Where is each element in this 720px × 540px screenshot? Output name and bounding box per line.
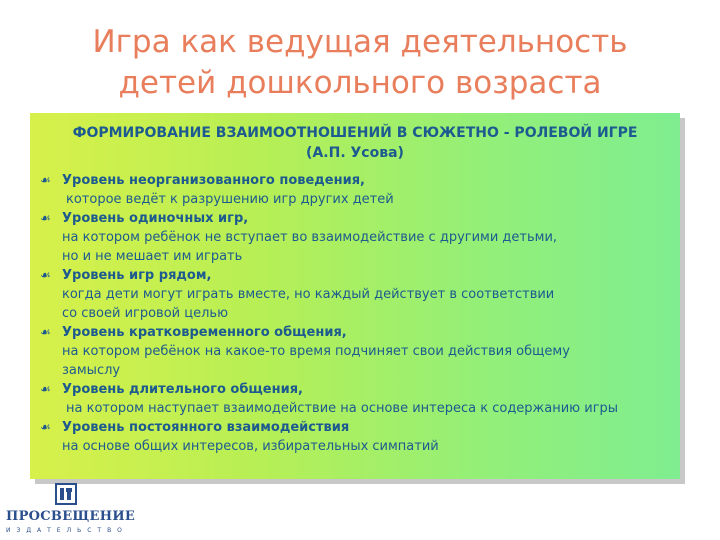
slide-title xyxy=(0,22,720,104)
bullet-icon: ☙ xyxy=(40,325,51,339)
panel-heading xyxy=(40,123,670,163)
level-title: Уровень постоянного взаимодействия xyxy=(62,420,350,435)
level-title: Уровень длительного общения, xyxy=(62,382,303,397)
level-title: Уровень кратковременного общения, xyxy=(62,325,347,340)
slide-title-line-2: детей дошкольного возраста xyxy=(118,65,602,101)
bullet-icon: ☙ xyxy=(40,173,51,187)
list-item xyxy=(40,266,670,323)
panel-heading-line-1: ФОРМИРОВАНИЕ ВЗАИМООТНОШЕНИЙ В СЮЖЕТНО - РОЛЕВОЙ ИГРЕ xyxy=(72,125,638,141)
bullet-icon: ☙ xyxy=(40,382,51,396)
level-title: Уровень одиночных игр, xyxy=(62,211,249,226)
level-description: на основе общих интересов, избирательных симпатий xyxy=(62,439,439,454)
level-title: Уровень игр рядом, xyxy=(62,268,212,283)
publisher-logo-mark-icon xyxy=(54,482,78,506)
publisher-subtitle: ИЗДАТЕЛЬСТВО xyxy=(6,527,128,534)
level-description: на котором наступает взаимодействие на основе интереса к содержанию игры xyxy=(66,401,619,416)
panel-heading-author: (А.П. Усова) xyxy=(306,145,404,161)
level-description-cont: со своей игровой целью xyxy=(62,306,229,321)
publisher-logo xyxy=(6,482,136,538)
level-title: Уровень неорганизованного поведения, xyxy=(62,173,365,188)
bullet-icon: ☙ xyxy=(40,268,51,282)
level-description: которое ведёт к разрушению игр других детей xyxy=(66,192,394,207)
level-description-cont: замыслу xyxy=(62,363,121,378)
slide-title-line-1: Игра как ведущая деятельность xyxy=(92,24,628,60)
list-item xyxy=(40,171,670,209)
level-description-cont: но и не мешает им играть xyxy=(62,249,243,264)
list-item xyxy=(40,209,670,266)
bullet-icon: ☙ xyxy=(40,420,51,434)
publisher-name: ПРОСВЕЩЕНИЕ xyxy=(6,509,136,524)
level-description: на котором ребёнок на какое-то время подчиняет свои действия общему xyxy=(62,344,570,359)
list-item xyxy=(40,418,670,456)
level-description: на котором ребёнок не вступает во взаимодействие с другими детьми, xyxy=(62,230,558,245)
list-item xyxy=(40,323,670,380)
levels-list xyxy=(40,171,670,456)
list-item xyxy=(40,380,670,418)
content-panel xyxy=(30,113,680,479)
bullet-icon: ☙ xyxy=(40,211,51,225)
level-description: когда дети могут играть вместе, но каждый действует в соответствии xyxy=(62,287,555,302)
